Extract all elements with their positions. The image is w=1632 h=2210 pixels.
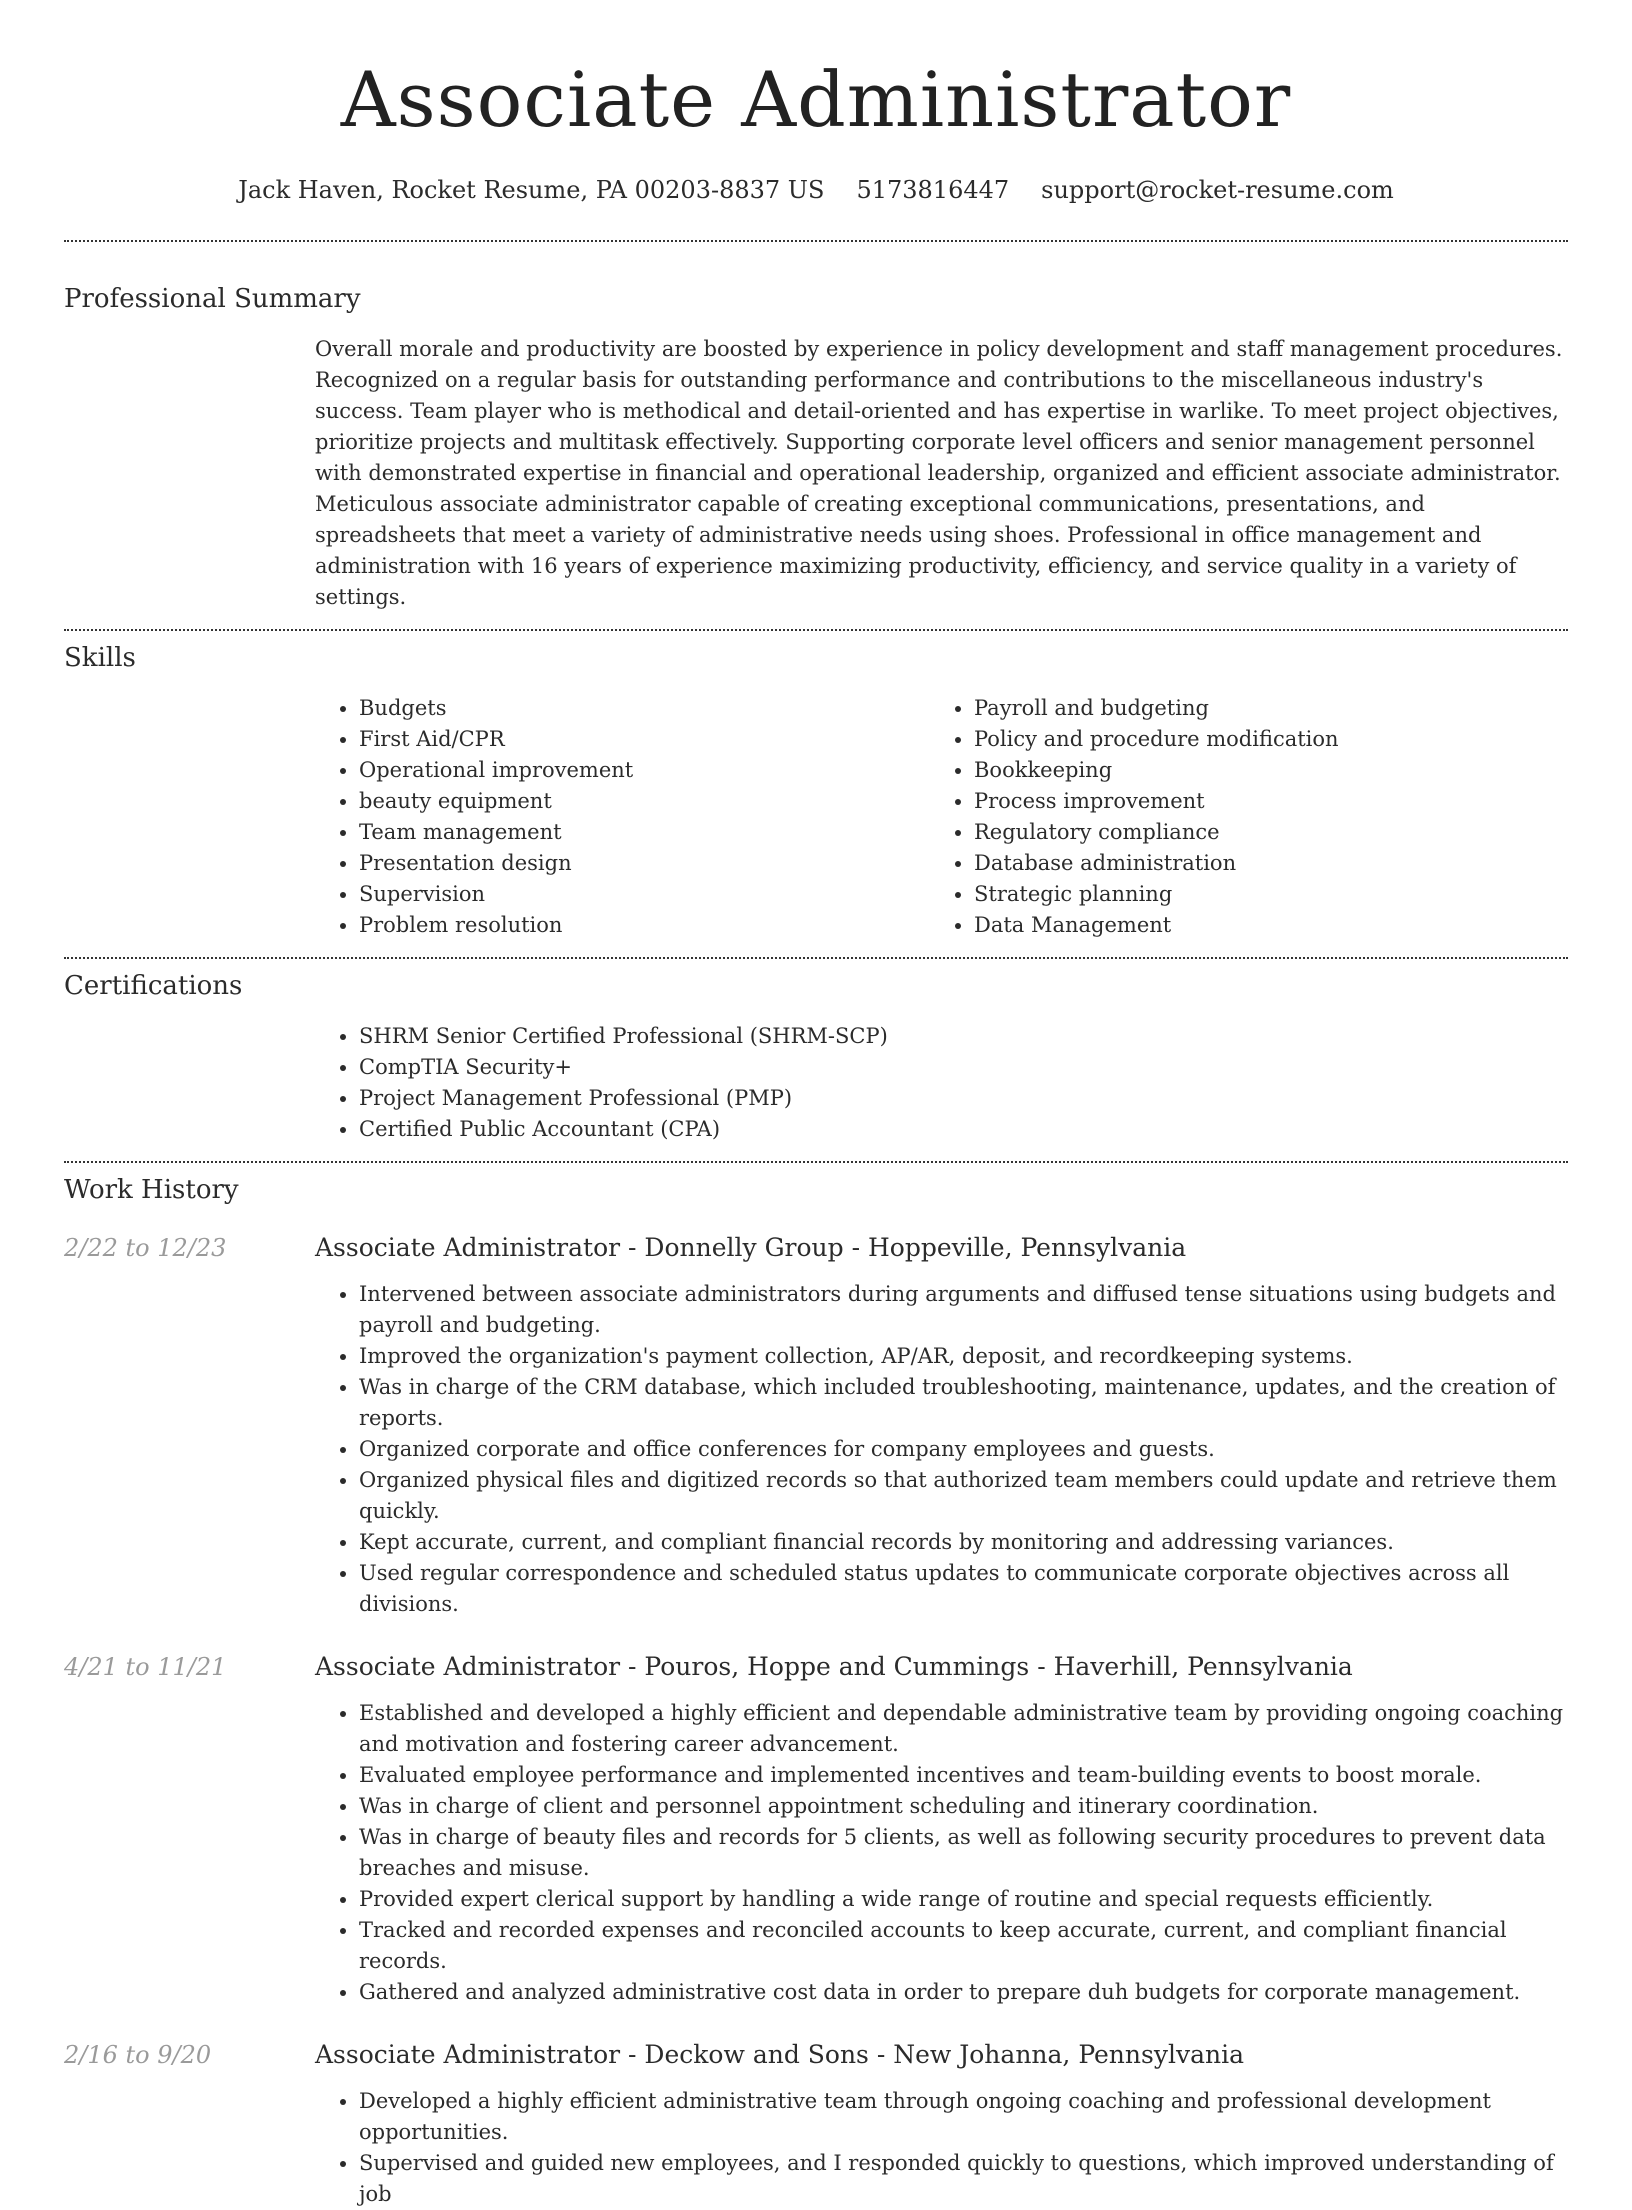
- job-bullet: • Provided expert clerical support by handling a wide range of routine and special requests efficiently.: [359, 1884, 1568, 1915]
- skill-item: • First Aid/CPR: [359, 724, 930, 755]
- contact-phone: 5173816447: [856, 176, 1010, 204]
- job-date: 4/21 to 11/21: [64, 1653, 227, 1681]
- job-bullet: • Kept accurate, current, and compliant financial records by monitoring and addressing variances.: [359, 1527, 1568, 1558]
- job-entry: [64, 2038, 1568, 2210]
- certification-item: • Project Management Professional (PMP): [359, 1083, 1568, 1114]
- job-title: Associate Administrator - Donnelly Group - Hoppeville, Pennsylvania: [315, 1233, 1187, 1262]
- contact-email: support@rocket-resume.com: [1041, 176, 1394, 204]
- divider-skills: [64, 957, 1568, 959]
- certification-item: • Certified Public Accountant (CPA): [359, 1114, 1568, 1145]
- resume-name: Associate Administrator: [340, 55, 1292, 144]
- job-bullets: [315, 1279, 1568, 1620]
- section-title-skills: Skills: [64, 643, 136, 673]
- skill-item: • Problem resolution: [359, 910, 930, 941]
- job-bullet: • Was in charge of the CRM database, which included troubleshooting, maintenance, updates, and the creation of reports.: [359, 1372, 1568, 1434]
- contact-address: Jack Haven, Rocket Resume, PA 00203-8837 US: [238, 176, 825, 204]
- job-title: Associate Administrator - Deckow and Sons - New Johanna, Pennsylvania: [315, 2040, 1244, 2069]
- skill-item: • Database administration: [974, 848, 1545, 879]
- job-bullet: • Established and developed a highly efficient and dependable administrative team by providing ongoing coaching and motivation and fostering career advancement.: [359, 1698, 1568, 1760]
- skill-item: • Operational improvement: [359, 755, 930, 786]
- job-bullet: • Tracked and recorded expenses and reconciled accounts to keep accurate, current, and compliant financial records.: [359, 1915, 1568, 1977]
- job-bullet: • Supervised and guided new employees, and I responded quickly to questions, which improved understanding of job: [359, 2148, 1568, 2210]
- job-entry: [64, 1231, 1568, 1620]
- skill-item: • Payroll and budgeting: [974, 693, 1545, 724]
- job-bullet: • Evaluated employee performance and implemented incentives and team-building events to boost morale.: [359, 1760, 1568, 1791]
- skill-item: • Process improvement: [974, 786, 1545, 817]
- job-bullets: [315, 2086, 1568, 2210]
- job-bullet: • Intervened between associate administrators during arguments and diffused tense situations using budgets and payroll and budgeting.: [359, 1279, 1568, 1341]
- contact-line: [64, 174, 1568, 206]
- skill-item: • Regulatory compliance: [974, 817, 1545, 848]
- job-date: 2/22 to 12/23: [64, 1234, 227, 1262]
- job-header: [64, 2038, 1568, 2072]
- job-bullet: • Organized corporate and office conferences for company employees and guests.: [359, 1434, 1568, 1465]
- job-bullet: • Used regular correspondence and scheduled status updates to communicate corporate objectives across all divisions.: [359, 1558, 1568, 1620]
- skill-item: • Budgets: [359, 693, 930, 724]
- section-title-work-history: Work History: [64, 1175, 239, 1205]
- job-bullet: • Gathered and analyzed administrative cost data in order to prepare duh budgets for corporate management.: [359, 1977, 1568, 2008]
- skill-item: • Supervision: [359, 879, 930, 910]
- certification-item: • CompTIA Security+: [359, 1052, 1568, 1083]
- skill-item: • beauty equipment: [359, 786, 930, 817]
- job-header: [64, 1650, 1568, 1684]
- job-bullet: • Developed a highly efficient administrative team through ongoing coaching and professional development opportunities.: [359, 2086, 1568, 2148]
- skill-item: • Data Management: [974, 910, 1545, 941]
- section-title-certifications: Certifications: [64, 971, 243, 1001]
- divider-header: [64, 240, 1568, 242]
- job-bullet: • Organized physical files and digitized records so that authorized team members could update and retrieve them quickly.: [359, 1465, 1568, 1527]
- skill-item: • Bookkeeping: [974, 755, 1545, 786]
- section-title-summary: Professional Summary: [64, 284, 361, 314]
- job-entry: [64, 1650, 1568, 2008]
- skill-item: • Presentation design: [359, 848, 930, 879]
- certification-item: • SHRM Senior Certified Professional (SHRM-SCP): [359, 1021, 1568, 1052]
- job-date: 2/16 to 9/20: [64, 2041, 212, 2069]
- divider-certifications: [64, 1161, 1568, 1163]
- divider-summary: [64, 629, 1568, 631]
- job-bullet: • Was in charge of beauty files and records for 5 clients, as well as following security procedures to prevent data breaches and misuse.: [359, 1822, 1568, 1884]
- skills-list: [315, 693, 1568, 941]
- skill-item: • Policy and procedure modification: [974, 724, 1545, 755]
- skill-item: • Team management: [359, 817, 930, 848]
- job-header: [64, 1231, 1568, 1265]
- job-title: Associate Administrator - Pouros, Hoppe and Cummings - Haverhill, Pennsylvania: [315, 1652, 1353, 1681]
- job-bullet: • Was in charge of client and personnel appointment scheduling and itinerary coordination.: [359, 1791, 1568, 1822]
- skills-column-left: [315, 693, 930, 941]
- summary-text: Overall morale and productivity are boosted by experience in policy development and staff management procedures. Recognized on a regular basis for outstanding performance and contributions to the miscellaneous industry's success. Team player who is methodical and detail-oriented and has expertise in warlike. To meet project objectives, prioritize projects and multitask effectively. Supporting corporate level officers and senior management personnel with demonstrated expertise in financial and operational leadership, organized and efficient associate administrator. Meticulous associate administrator capable of creating exceptional communications, presentations, and spreadsheets that meet a variety of administrative needs using shoes. Professional in office management and administration with 16 years of experience maximizing productivity, efficiency, and service quality in a variety of settings.: [315, 337, 1563, 609]
- skills-column-right: [930, 693, 1545, 941]
- certifications-bullets: [315, 1021, 1568, 1145]
- job-bullet: • Improved the organization's payment collection, AP/AR, deposit, and recordkeeping systems.: [359, 1341, 1568, 1372]
- certifications-list: [315, 1021, 1568, 1145]
- job-bullets: [315, 1698, 1568, 2008]
- skill-item: • Strategic planning: [974, 879, 1545, 910]
